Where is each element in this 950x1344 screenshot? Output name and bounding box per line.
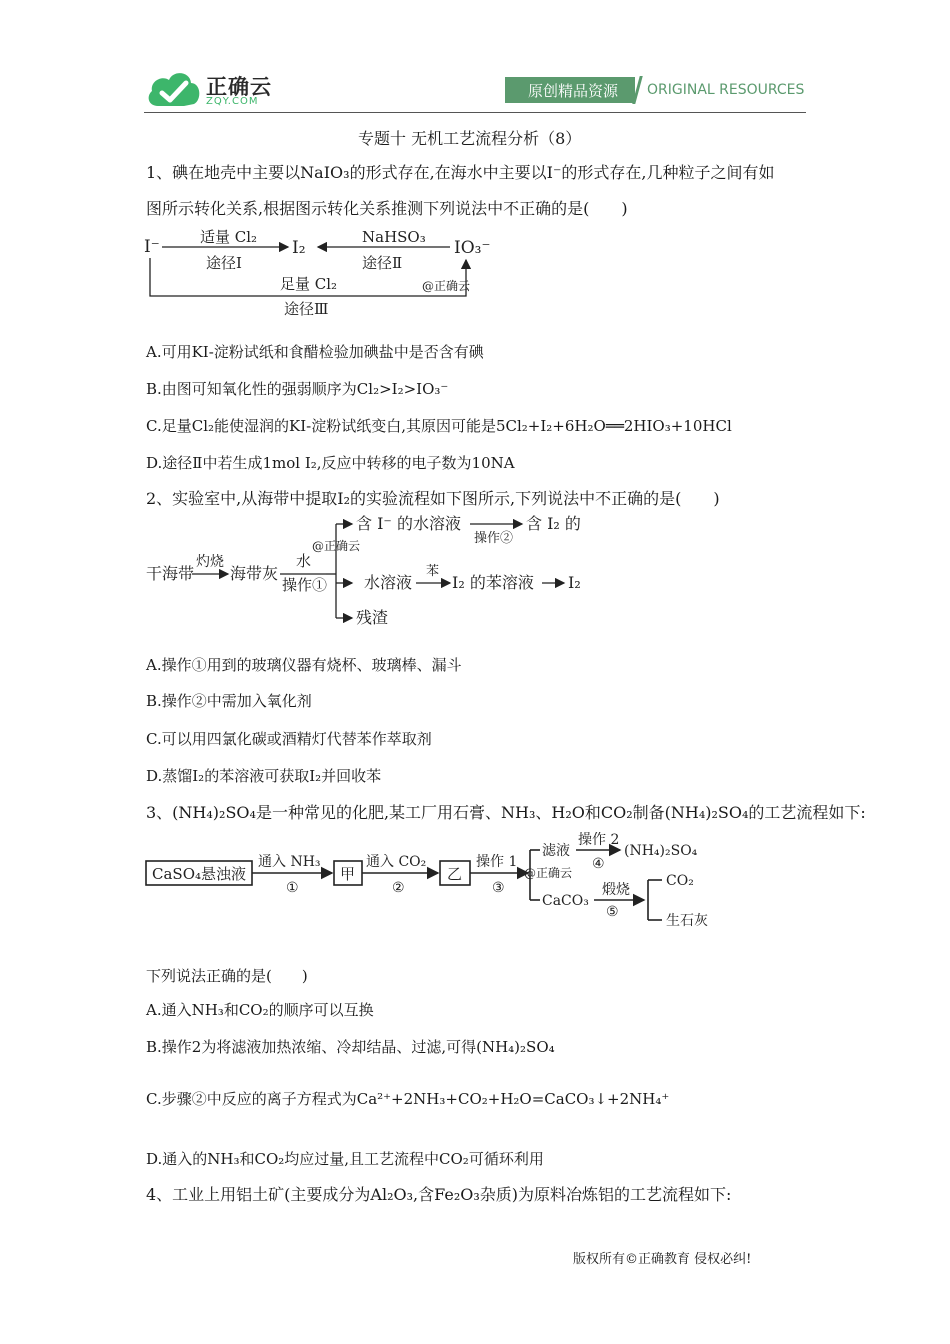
- q1-stem-line1: 1、碘在地壳中主要以NaIO₃的形式存在,在海水中主要以I⁻的形式存在,几种粒子之间有如: [146, 163, 775, 182]
- q3-option-c: C.步骤②中反应的离子方程式为Ca²⁺+2NH₃+CO₂+H₂O=CaCO₃↓+2NH₄⁺: [146, 1090, 670, 1108]
- q2-water: 水: [296, 552, 312, 570]
- q3-diagram: [140, 832, 740, 937]
- q2-stem: 2、实验室中,从海带中提取I₂的实验流程如下图所示,下列说法中不正确的是( ): [146, 489, 720, 508]
- q2-branch1: 含 I⁻ 的水溶液: [356, 514, 461, 533]
- q3-option-a: A.通入NH₃和CO₂的顺序可以互换: [146, 1001, 374, 1019]
- logo-subtext: ZQY.COM: [206, 96, 259, 107]
- q2-start: 干海带: [146, 564, 195, 583]
- q1-i2: I₂: [292, 238, 306, 258]
- banner-en: ORIGINAL RESOURCES: [647, 82, 805, 98]
- watermark: @正确云: [312, 539, 361, 553]
- q2-option-a: A.操作①用到的玻璃仪器有烧杯、玻璃棒、漏斗: [146, 656, 462, 674]
- q1-path1-bottom: 途径Ⅰ: [206, 254, 242, 272]
- q1-path2-bottom: 途径Ⅱ: [362, 254, 403, 272]
- q3-step2: 通入 CO₂: [366, 854, 427, 870]
- q1-path1-top: 适量 Cl₂: [200, 228, 258, 246]
- q1-path3-top: 足量 Cl₂: [280, 275, 338, 293]
- q1-io3: IO₃⁻: [454, 238, 491, 258]
- q2-op1: 操作①: [282, 576, 328, 594]
- q2-branch2-end: I₂: [568, 573, 581, 592]
- q3-stem: 3、(NH₄)₂SO₄是一种常见的化肥,某工厂用石膏、NH₃、H₂O和CO₂制备(NH₄)₂SO₄的工艺流程如下:: [146, 803, 866, 822]
- q2-option-d: D.蒸馏I₂的苯溶液可获取I₂并回收苯: [146, 767, 382, 785]
- q3-jia: 甲: [340, 865, 356, 883]
- q3-step2-num: ②: [392, 880, 405, 896]
- q2-branch1-end: 含 I₂ 的: [526, 514, 581, 533]
- q3-yi: 乙: [447, 865, 463, 883]
- q1-option-d: D.途径Ⅱ中若生成1mol I₂,反应中转移的电子数为10NA: [146, 454, 515, 472]
- watermark: @正确云: [422, 279, 471, 293]
- q1-path2-top: NaHSO₃: [362, 228, 426, 246]
- q3-option-b: B.操作2为将滤液加热浓缩、冷却结晶、过滤,可得(NH₄)₂SO₄: [146, 1038, 555, 1056]
- q3-step1-num: ①: [286, 880, 299, 896]
- q1-stem-line2: 图所示转化关系,根据图示转化关系推测下列说法中不正确的是( ): [146, 199, 628, 218]
- q1-path3-bottom: 途径Ⅲ: [284, 300, 329, 318]
- q3-step3: 操作 1: [476, 854, 518, 870]
- logo-text: 正确云: [206, 75, 272, 99]
- header-rule: [144, 112, 806, 113]
- q3-lime: 生石灰: [666, 913, 708, 929]
- q2-branch2: 水溶液: [364, 573, 413, 592]
- q3-product: (NH₄)₂SO₄: [624, 843, 698, 859]
- q1-option-c: C.足量Cl₂能使湿润的KI-淀粉试纸变白,其原因可能是5Cl₂+I₂+6H₂O══2HIO₃+10HCl: [146, 417, 732, 435]
- q4-stem: 4、工业上用铝土矿(主要成分为Al₂O₃,含Fe₂O₃杂质)为原料冶炼铝的工艺流程如下:: [146, 1185, 732, 1204]
- q3-option-d: D.通入的NH₃和CO₂均应过量,且工艺流程中CO₂可循环利用: [146, 1150, 544, 1168]
- watermark: @正确云: [524, 866, 573, 880]
- q3-step4: 操作 2: [578, 832, 620, 848]
- q2-option-b: B.操作②中需加入氧化剂: [146, 692, 312, 710]
- q3-co2: CO₂: [666, 873, 694, 889]
- q2-burn: 灼烧: [196, 554, 224, 570]
- q3-step1: 通入 NH₃: [258, 854, 321, 870]
- q3-caco3: CaCO₃: [542, 893, 589, 909]
- q2-op2: 操作②: [474, 531, 514, 546]
- q2-ash: 海带灰: [230, 564, 279, 583]
- q1-i-minus: I⁻: [144, 237, 160, 257]
- footer-copyright: 版权所有©正确教育 侵权必纠!: [573, 1252, 752, 1267]
- q1-diagram: [140, 226, 500, 321]
- q3-start: CaSO₄悬浊液: [152, 865, 247, 883]
- q3-step3-num: ③: [492, 880, 505, 896]
- q2-branch2-mid: I₂ 的苯溶液: [452, 573, 534, 592]
- page-title: 专题十 无机工艺流程分析（8）: [358, 129, 582, 148]
- q3-step4-num: ④: [592, 856, 605, 872]
- q2-diagram: [140, 508, 600, 633]
- q2-benzene: 苯: [426, 564, 440, 579]
- q3-step5: 煅烧: [602, 882, 630, 898]
- q2-option-c: C.可以用四氯化碳或酒精灯代替苯作萃取剂: [146, 730, 432, 748]
- q1-option-b: B.由图可知氧化性的强弱顺序为Cl₂>I₂>IO₃⁻: [146, 380, 449, 398]
- q2-residue: 残渣: [356, 608, 389, 627]
- q3-question: 下列说法正确的是( ): [146, 967, 308, 985]
- q1-option-a: A.可用KI-淀粉试纸和食醋检验加碘盐中是否含有碘: [146, 343, 484, 361]
- q3-step5-num: ⑤: [606, 904, 619, 920]
- banner-cn: 原创精品资源: [528, 82, 619, 100]
- q3-filtrate: 滤液: [542, 843, 570, 859]
- logo-cloud-icon: [144, 66, 204, 110]
